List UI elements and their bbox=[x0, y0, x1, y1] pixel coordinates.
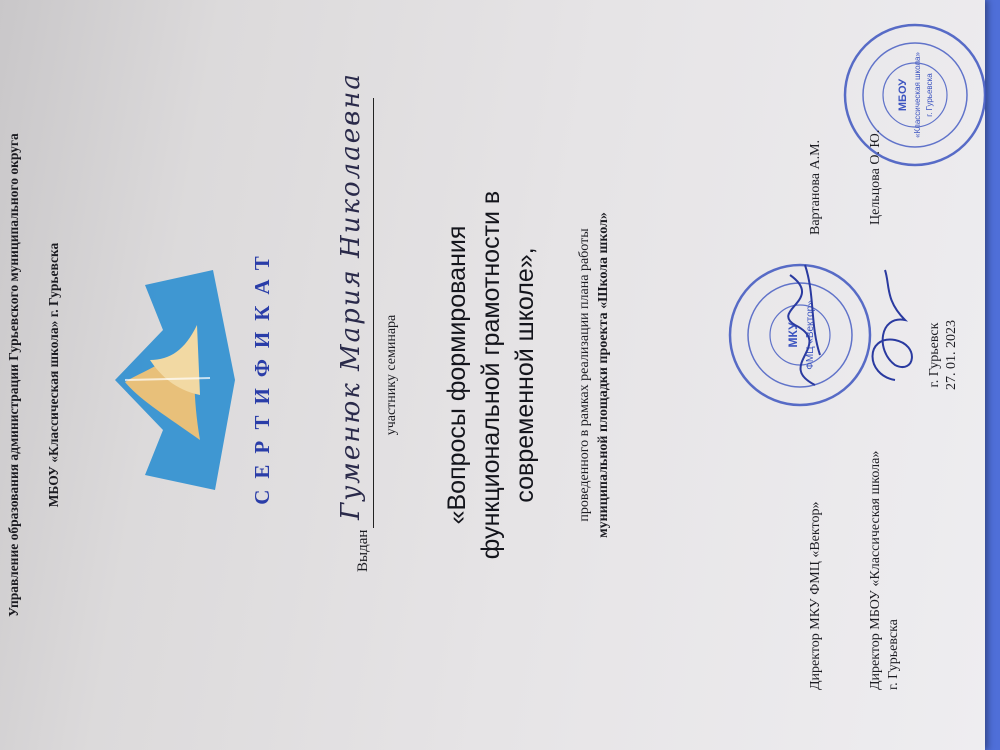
signature-2 bbox=[855, 255, 935, 395]
director1-name: Вартанова А.М. bbox=[808, 139, 823, 235]
school-line: МБОУ «Классическая школа» г. Гурьевска bbox=[46, 242, 61, 508]
date: 27. 01. 2023 bbox=[944, 320, 959, 390]
director2-name: Цельцова О. Ю. bbox=[868, 129, 883, 225]
seminar-title-line-1: «Вопросы формирования bbox=[443, 225, 471, 525]
stamp2-text-3: г. Гурьевска bbox=[925, 73, 934, 117]
stamp-school bbox=[840, 20, 990, 170]
recipient-underline bbox=[372, 98, 374, 528]
stamp1-text-1: МКУ bbox=[786, 322, 800, 348]
director1-title: Директор МКУ ФМЦ «Вектор» bbox=[808, 501, 823, 690]
issued-label: Выдан bbox=[355, 529, 371, 572]
director2-title-line-1: Директор МБОУ «Классическая школа» bbox=[868, 450, 883, 690]
project-line: муниципальной площадки проекта «Школа школ» bbox=[596, 212, 611, 538]
seminar-title bbox=[440, 140, 542, 610]
recipient-name-handwritten: Гуменюк Мария Николаевна bbox=[336, 72, 366, 520]
authority-line: Управление образования администрации Гурьевского муниципального округа bbox=[6, 133, 21, 617]
certificate-title: СЕРТИФИКАТ bbox=[250, 245, 274, 505]
school-logo-icon bbox=[105, 250, 245, 510]
seminar-title-line-2: функциональной грамотности в bbox=[477, 190, 505, 560]
city: г. Гурьевск bbox=[927, 322, 942, 388]
participant-label: участнику семинара bbox=[384, 314, 399, 436]
director2-title-line-2: г. Гурьевска bbox=[886, 619, 901, 690]
seminar-title-line-3: современной школе», bbox=[511, 247, 539, 503]
stamp2-text-2: «Классическая школа» bbox=[913, 52, 922, 138]
stamp2-text-1: МБОУ bbox=[897, 78, 909, 112]
conducted-line: проведенного в рамках реализации плана работы bbox=[577, 228, 592, 522]
signature-1 bbox=[765, 255, 845, 395]
stamp1-text-2: ФМЦ «Вектор» bbox=[805, 300, 816, 370]
